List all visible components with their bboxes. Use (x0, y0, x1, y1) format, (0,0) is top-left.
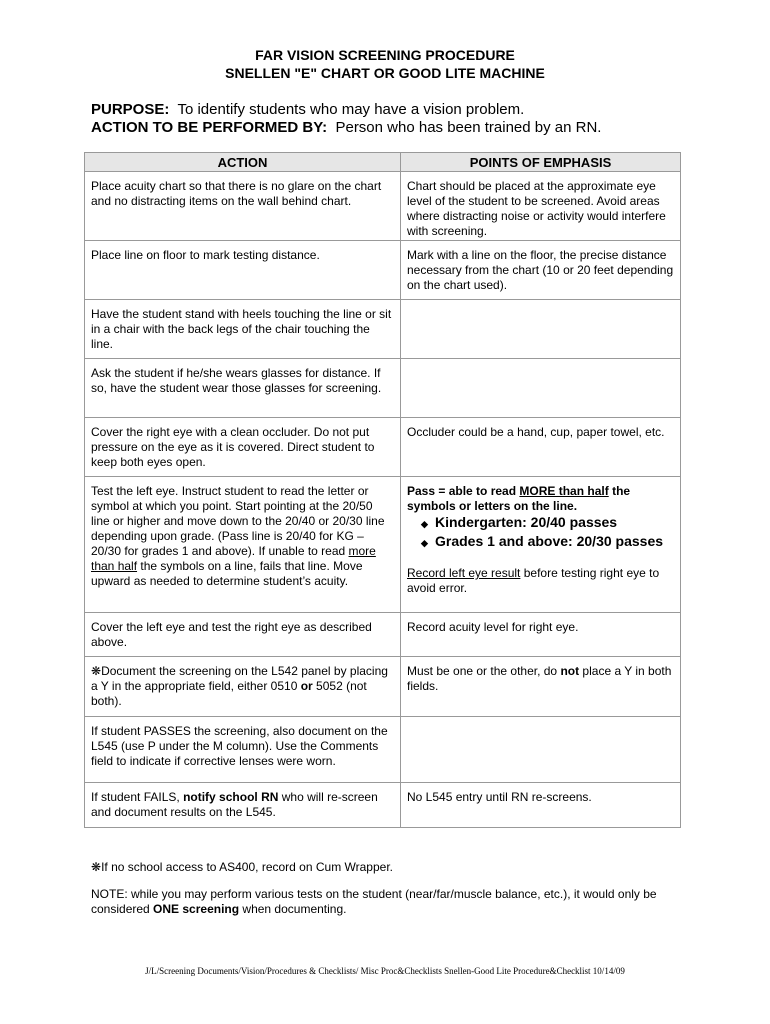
table-row (85, 783, 681, 828)
action-cell: Place line on floor to mark testing distance. (85, 241, 401, 300)
table-row (85, 717, 681, 783)
underlined-more-than-half: more than half (91, 544, 376, 573)
header-action: ACTION (85, 153, 401, 172)
action-cell: Cover the right eye with a clean occluder. Do not put pressure on the eye as it is covered. Direct student to keep both eyes open. (85, 418, 401, 477)
purpose-line (91, 101, 601, 119)
purpose-text: To identify students who may have a vision problem. (177, 101, 525, 118)
action-cell: ❋Document the screening on the L542 panel by placing a Y in the appropriate field, either 0510 or 5052 (not both). (85, 657, 401, 717)
bullet-icon: ◆ (421, 538, 428, 548)
table-row (85, 418, 681, 477)
emphasis-cell: Chart should be placed at the approximate eye level of the student to be screened. Avoid areas where distracting noise or activity would interfere with screening. (401, 172, 681, 241)
footer-path: J/L/Screening Documents/Vision/Procedures & Checklists/ Misc Proc&Checklists Snellen-Good Lite Procedure&Checklist 10/14/09 (145, 966, 625, 976)
bullet-grades: ◆ Grades 1 and above: 20/30 passes (421, 533, 674, 552)
emphasis-cell: Occluder could be a hand, cup, paper towel, etc. (401, 418, 681, 477)
procedure-table (84, 152, 681, 828)
action-by-label: ACTION TO BE PERFORMED BY: (91, 119, 328, 136)
emphasis-cell: No L545 entry until RN re-screens. (401, 783, 681, 828)
action-cell: Have the student stand with heels touching the line or sit in a chair with the back legs of the chair touching the line. (85, 300, 401, 359)
asterisk-icon: ❋ (91, 664, 102, 678)
table-row (85, 241, 681, 300)
table-row (85, 359, 681, 418)
action-by-line (91, 119, 601, 137)
title-line-2: SNELLEN "E" CHART OR GOOD LITE MACHINE (225, 65, 545, 81)
table-row (85, 657, 681, 717)
action-cell: If student FAILS, notify school RN who will re-screen and document results on the L545. (85, 783, 401, 828)
general-note: NOTE: while you may perform various tests on the student (near/far/muscle balance, etc.), it would only be considered ONE screening when documenting. (91, 887, 657, 916)
emphasis-cell: Pass = able to read MORE than half the symbols or letters on the line. ◆ Kindergarten: 20/40 passes ◆ Grades 1 and above: 20/30 passes Record left eye result before testing right eye to avoid error. (401, 477, 681, 613)
emphasis-cell (401, 359, 681, 418)
table-row (85, 300, 681, 359)
table-row (85, 613, 681, 657)
emphasis-cell: Must be one or the other, do not place a Y in both fields. (401, 657, 681, 717)
table-row (85, 172, 681, 241)
title-line-1: FAR VISION SCREENING PROCEDURE (255, 47, 515, 63)
emphasis-cell (401, 717, 681, 783)
underlined-record-left: Record left eye result (407, 566, 521, 580)
bullet-kindergarten: ◆ Kindergarten: 20/40 passes (421, 514, 674, 533)
purpose-block (91, 101, 601, 137)
emphasis-cell (401, 300, 681, 359)
page-title (0, 46, 770, 82)
as400-note: ❋If no school access to AS400, record on Cum Wrapper. (91, 860, 393, 874)
header-points-of-emphasis: POINTS OF EMPHASIS (401, 153, 681, 172)
action-cell: If student PASSES the screening, also document on the L545 (use P under the M column). Use the Comments field to indicate if corrective lenses were worn. (85, 717, 401, 783)
action-cell: Test the left eye. Instruct student to read the letter or symbol at which you point. Start pointing at the 20/50 line or higher and move down to the 20/40 or 20/30 line depending upon grade. (Pass line is 20/40 for KG – 20/30 for grades 1 and above). If unable to read more than half the symbols on a line, fails that line. Move upward as needed to determine student’s acuity. (85, 477, 401, 613)
bullet-icon: ◆ (421, 519, 428, 529)
table-row (85, 477, 681, 613)
emphasis-cell: Record acuity level for right eye. (401, 613, 681, 657)
action-cell: Ask the student if he/she wears glasses for distance. If so, have the student wear those glasses for screening. (85, 359, 401, 418)
action-cell: Cover the left eye and test the right eye as described above. (85, 613, 401, 657)
table-header-row (85, 153, 681, 172)
action-by-text: Person who has been trained by an RN. (335, 119, 602, 136)
emphasis-cell: Mark with a line on the floor, the precise distance necessary from the chart (10 or 20 feet depending on the chart used). (401, 241, 681, 300)
underlined-more-than-half-caps: MORE than half (519, 484, 609, 498)
asterisk-icon: ❋ (91, 860, 102, 874)
action-cell: Place acuity chart so that there is no glare on the chart and no distracting items on the wall behind chart. (85, 172, 401, 241)
purpose-label: PURPOSE: (91, 101, 170, 118)
